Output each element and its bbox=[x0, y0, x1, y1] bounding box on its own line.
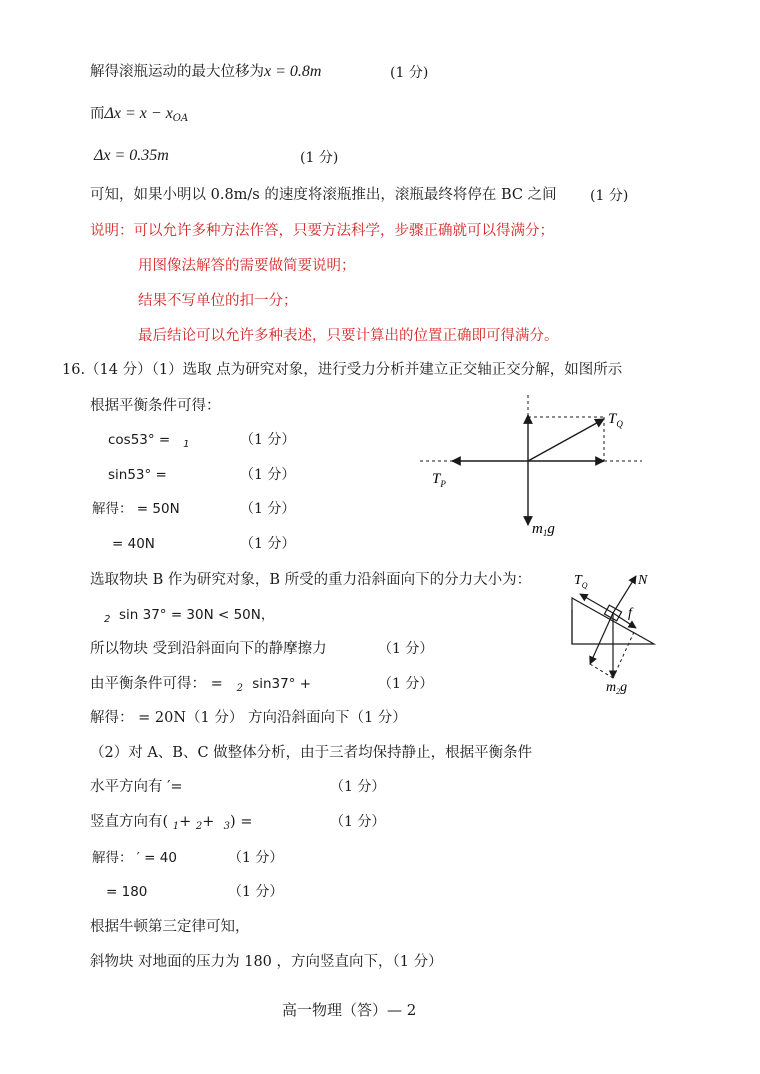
eq-solve-4: = 180 bbox=[106, 884, 148, 900]
text: 竖直方向有( bbox=[90, 814, 169, 830]
score-mark: （1 分） bbox=[228, 884, 284, 900]
eq-sin53: sin53° = bbox=[108, 467, 167, 483]
line-balance: 根据平衡条件可得： bbox=[90, 398, 221, 414]
question-16-heading: 16.（14 分）（1）选取 点为研究对象，进行受力分析并建立正交轴正交分解，如图所示 bbox=[62, 362, 623, 378]
subscript: 1 bbox=[183, 439, 190, 450]
note-conclusion: 最后结论可以允许多种表述，只要计算出的位置正确即可得满分。 bbox=[138, 328, 559, 344]
eq-cos53 bbox=[108, 430, 190, 455]
line-block-b: 选取物块 B 作为研究对象，B 所受的重力沿斜面向下的分力大小为： bbox=[90, 572, 532, 588]
eq-solve-1: 解得： = 50N bbox=[92, 501, 180, 517]
score-mark: (1 分) bbox=[300, 150, 339, 166]
text: + bbox=[202, 814, 215, 830]
line-newton-third: 根据牛顿第三定律可知， bbox=[90, 919, 250, 935]
normal-arrow bbox=[613, 576, 636, 613]
label-tq: $T_Q$ bbox=[608, 411, 623, 429]
eq-solve-2: = 40N bbox=[112, 536, 155, 552]
subscript: 2 bbox=[236, 683, 243, 694]
score-mark: （1 分） bbox=[330, 779, 386, 795]
subscript: 2 bbox=[195, 821, 203, 832]
formula: cos53° = bbox=[108, 432, 171, 448]
label-f: f bbox=[628, 606, 632, 621]
incline-diagram bbox=[562, 570, 672, 695]
score-mark: （1 分） bbox=[240, 501, 296, 517]
label-m2g: $m_2g$ bbox=[606, 680, 628, 696]
tq-force-arrow bbox=[528, 419, 604, 461]
eq-solve-3: 解得： ′ = 40 bbox=[92, 850, 177, 866]
subscript: 2 bbox=[104, 614, 111, 625]
text: 解得滚瓶运动的最大位移为 bbox=[90, 64, 264, 80]
label-n: N bbox=[638, 573, 648, 588]
label-tp: $T_P$ bbox=[432, 471, 446, 489]
score-mark: （1 分） bbox=[240, 467, 296, 483]
score-mark: （1 分） bbox=[378, 676, 434, 692]
line-final-answer: 斜物块 对地面的压力为 180 ，方向竖直向下，（1 分） bbox=[90, 954, 443, 970]
score-mark: （1 分） bbox=[378, 641, 434, 657]
text: ) = bbox=[230, 814, 253, 830]
text: 由平衡条件可得： = bbox=[90, 676, 223, 692]
line-delta-x-def bbox=[90, 104, 188, 129]
label-tq-2: $T_Q$ bbox=[574, 573, 588, 590]
note-methods: 说明：可以允许多种方法作答，只要方法科学，步骤正确就可以得满分； bbox=[90, 223, 554, 239]
score-mark: （1 分） bbox=[240, 432, 296, 448]
line-max-displacement bbox=[90, 62, 321, 82]
formula: sin 37° = 30N < 50N， bbox=[118, 607, 275, 623]
subscript: 1 bbox=[172, 821, 180, 832]
force-diagram-node bbox=[420, 395, 650, 545]
eq-b-balance bbox=[90, 674, 311, 699]
score-mark: (1 分) bbox=[390, 65, 429, 81]
text: + bbox=[179, 814, 192, 830]
formula: sin37° + bbox=[252, 676, 312, 692]
eq-b-component bbox=[104, 605, 274, 630]
line-conclusion: 可知，如果小明以 0.8m/s 的速度将滚瓶推出，滚瓶最终将停在 BC 之间 bbox=[90, 187, 557, 203]
score-mark: （1 分） bbox=[330, 814, 386, 830]
formula: Δx = 0.35m bbox=[94, 147, 169, 164]
note-units: 结果不写单位的扣一分； bbox=[138, 293, 298, 309]
line-part-2: （2）对 A、B、C 做整体分析，由于三者均保持静止，根据平衡条件 bbox=[90, 745, 533, 761]
formula: Δx = x − x bbox=[104, 105, 173, 122]
score-mark: （1 分） bbox=[228, 850, 284, 866]
score-mark: （1 分） bbox=[240, 536, 296, 552]
note-graph: 用图像法解答的需要做简要说明； bbox=[138, 258, 356, 274]
eq-horizontal: 水平方向有 ′= bbox=[90, 779, 183, 795]
label-m1g: $m_1g$ bbox=[532, 521, 555, 538]
page-footer: 高一物理（答）— 2 bbox=[282, 1001, 417, 1019]
tq-arrow bbox=[580, 594, 613, 613]
text: 而 bbox=[90, 106, 105, 122]
subscript: OA bbox=[172, 113, 189, 124]
score-mark: (1 分) bbox=[590, 188, 629, 204]
eq-b-solve: 解得： = 20N（1 分） 方向沿斜面向下（1 分） bbox=[90, 710, 407, 726]
line-friction-direction: 所以物块 受到沿斜面向下的静摩擦力 bbox=[90, 641, 327, 657]
subscript: 3 bbox=[223, 821, 231, 832]
line-delta-x-value bbox=[94, 146, 169, 166]
formula: x = 0.8m bbox=[264, 63, 322, 80]
eq-vertical bbox=[90, 812, 252, 837]
